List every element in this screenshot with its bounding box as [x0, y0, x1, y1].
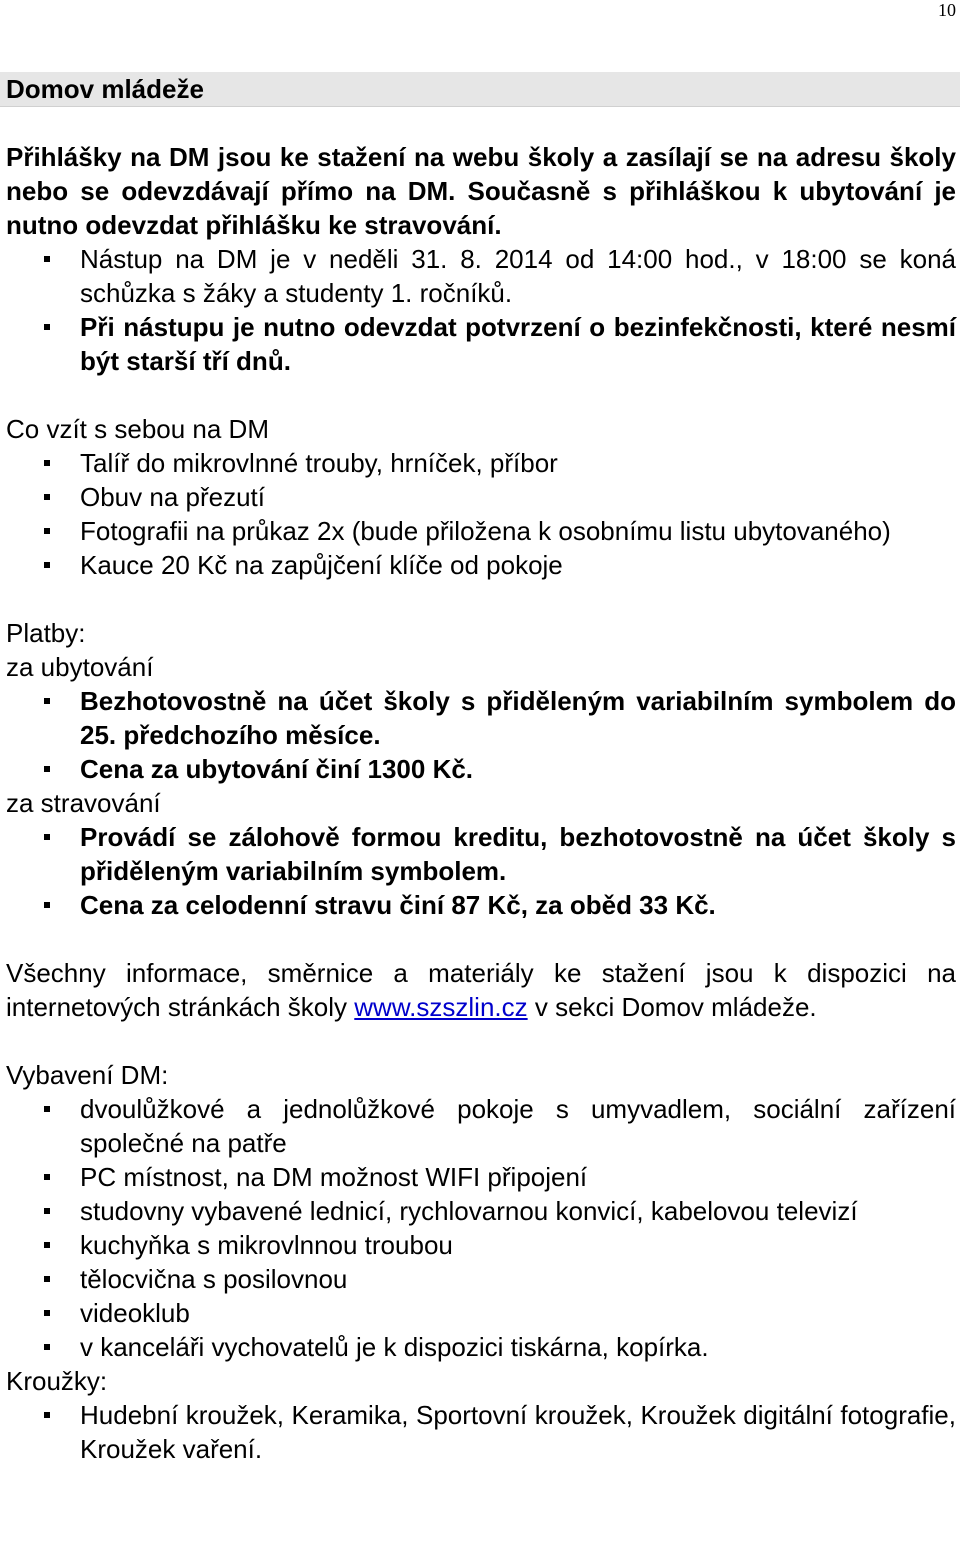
list-item: videoklub [6, 1296, 956, 1330]
list-item: dvoulůžkové a jednolůžkové pokoje s umyvadlem, sociální zařízení společné na patře [6, 1092, 956, 1160]
list-item: Bezhotovostně na účet školy s přiděleným variabilním symbolem do 25. předchozího měsíce. [6, 684, 956, 752]
list-item: Cena za ubytování činí 1300 Kč. [6, 752, 956, 786]
list-item: Provádí se zálohově formou kreditu, bezhotovostně na účet školy s přiděleným variabilním symbolem. [6, 820, 956, 888]
info-text-before: Všechny informace, směrnice a materiály ke stažení jsou k dispozici na internetových stránkách školy [6, 958, 956, 1022]
accommodation-list [6, 684, 956, 786]
section-title: Domov mládeže [6, 74, 204, 104]
clubs-heading: Kroužky: [6, 1366, 108, 1396]
info-paragraph [6, 956, 956, 1024]
equipment-heading: Vybavení DM: [6, 1060, 169, 1090]
list-item: Talíř do mikrovlnné trouby, hrníček, příbor [6, 446, 956, 480]
list-item: Při nástupu je nutno odevzdat potvrzení o bezinfekčnosti, které nesmí být starší tří dnů. [6, 310, 956, 378]
list-item: studovny vybavené lednicí, rychlovarnou konvicí, kabelovou televizí [6, 1194, 956, 1228]
document-body [6, 140, 956, 1466]
payments-heading: Platby: [6, 618, 86, 648]
list-item: tělocvična s posilovnou [6, 1262, 956, 1296]
list-item: Kauce 20 Kč na zapůjčení klíče od pokoje [6, 548, 956, 582]
website-link[interactable]: www.szszlin.cz [354, 992, 528, 1022]
page-number: 10 [938, 0, 956, 20]
list-item: Fotografii na průkaz 2x (bude přiložena k osobnímu listu ubytovaného) [6, 514, 956, 548]
accommodation-label: za ubytování [6, 652, 154, 682]
list-item: Cena za celodenní stravu činí 87 Kč, za oběd 33 Kč. [6, 888, 956, 922]
list-item: PC místnost, na DM možnost WIFI připojení [6, 1160, 956, 1194]
list-item: Obuv na přezutí [6, 480, 956, 514]
clubs-list [6, 1398, 956, 1466]
intro-paragraph: Přihlášky na DM jsou ke stažení na webu školy a zasílají se na adresu školy nebo se odevzdávají přímo na DM. Současně s přihláškou k ubytování je nutno odevzdat přihlášku ke stravování. [6, 142, 956, 240]
list-item: Nástup na DM je v neděli 31. 8. 2014 od 14:00 hod., v 18:00 se koná schůzka s žáky a studenty 1. ročníků. [6, 242, 956, 310]
equipment-list [6, 1092, 956, 1364]
list-item: v kanceláři vychovatelů je k dispozici tiskárna, kopírka. [6, 1330, 956, 1364]
info-text-after: v sekci Domov mládeže. [527, 992, 817, 1022]
section-header [0, 72, 960, 107]
list-item: kuchyňka s mikrovlnnou troubou [6, 1228, 956, 1262]
list-item: Hudební kroužek, Keramika, Sportovní kroužek, Kroužek digitální fotografie, Kroužek vaření. [6, 1398, 956, 1466]
intro-list [6, 242, 956, 378]
bring-heading: Co vzít s sebou na DM [6, 414, 269, 444]
board-label: za stravování [6, 788, 161, 818]
bring-list [6, 446, 956, 582]
board-list [6, 820, 956, 922]
